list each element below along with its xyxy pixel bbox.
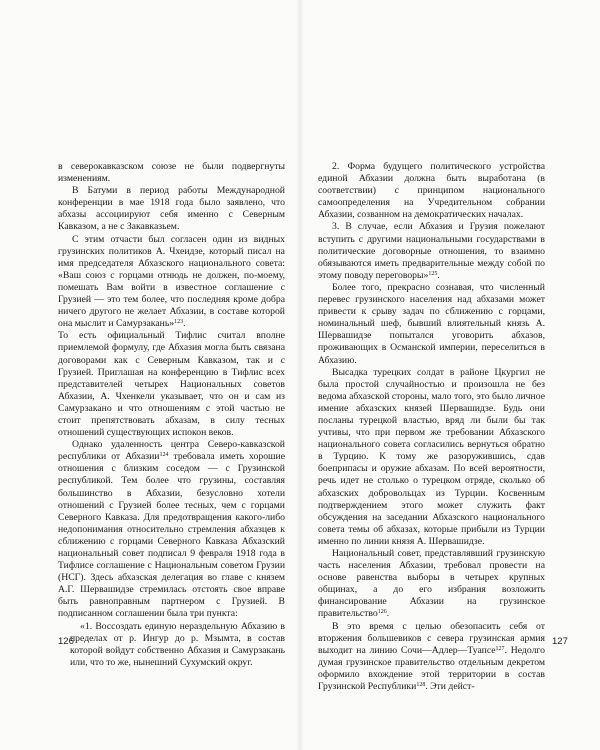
right-page-text bbox=[318, 161, 545, 693]
paragraph: В это время с целью обезопасить себя от вторжения большевиков с севера грузинская армия выходит на линию Сочи—Адлер—Туапсе$^{127}$. Недолго думая грузинское правительство отдельным декретом оформило вхождение этой территории в состав Грузинской Республики$^{128}$. Эти дейст- bbox=[318, 620, 545, 693]
paragraph: Национальный совет, представлявший грузинскую часть населения Абхазии, требовал провести на основе равенства выборы в четырех крупных общинах, а до его избрания возложить финансирование Абхазии на грузинское правительство$^{126}$. bbox=[318, 548, 545, 620]
footnote-ref: 125 bbox=[428, 270, 438, 277]
left-page-text bbox=[58, 161, 285, 669]
footnote-ref: 128 bbox=[416, 682, 426, 689]
paragraph: 3. В случае, если Абхазия и Грузия пожелают вступить с другими национальными государствами в политические договорные отношения, то взаимно обязываются иметь предварительные между собой по этому поводу переговоры»$^{125}$. bbox=[318, 221, 545, 281]
footnote-ref: 124 bbox=[159, 452, 169, 459]
paragraph: То есть официальный Тифлис считал вполне приемлемой формулу, где Абхазия могла быть связана договорами как с Северным Кавказом, так и с Грузией. Приглашая на конференцию в Тифлис всех представителей четырех Национальных советов Абхазии, А. Чхенкели указывает, что он и сам из Самурзакано и что отношениям с этой частью не стоит препятствовать абхазам, в силу тесных отношений существующих испокон веков. bbox=[58, 330, 285, 439]
page-number: 126 bbox=[58, 636, 74, 647]
page-number: 127 bbox=[552, 636, 568, 647]
paragraph: В Батуми в период работы Международной конференции в мае 1918 года было заявлено, что абхазы ассоциируют себя именно с Северным Кавказом, а не с Закавказьем. bbox=[58, 185, 285, 233]
paragraph: 2. Форма будущего политического устройства единой Абхазии должна быть выработана (в соответствии) с принципом национального самоопределения на Учредительном собрании Абхазии, созванном на демократических началах. bbox=[318, 161, 545, 221]
paragraph: Высадка турецких солдат в районе Цкургил не была простой случайностью и произошла не без ведома абхазской стороны, мало того, это было личное имение абхазских князей Шервашидзе. Будь они посланы турецкой властью, вряд ли были бы так учтивы, что при первом же требовании Абхазского национального совета согласились вернуться обратно в Турцию. К тому же разоружившись, сдав боеприпасы и оружие абхазам. По всей вероятности, речь идет не столько о турецком отряде, сколько об абхазских добровольцах из Турции. Косвенным подтверждением этого может служить факт обсуждения на заседании Абхазского национального совета темы об абхазах, которые прибыли из Турции именно по линии князя А. Шервашидзе. bbox=[318, 366, 545, 547]
paragraph: Однако удаленность центра Северо-кавказской республики от Абхазии$^{124}$ требовала иметь хорошие отношения с близким соседом — с Грузинской республикой. Тем более что грузины, составляя большинство в Абхазии, безусловно хотели отношений с Грузией более тесных, чем с горцами Северного Кавказа. Для предотвращения какого-либо недопонимания относительно стремления абхазцев к сближению с горцами Северного Кавказа Абхазский национальный совет подписал 9 февраля 1918 года в Тифлисе соглашение с Национальным советом Грузии (НСГ). Здесь абхазская делегация во главе с князем А.Г. Шервашидзе стремилась отстоять свое вправе быть равноправным партнером с Грузией. В подписанном соглашении была три пункта: bbox=[58, 439, 286, 620]
paragraph: в северокавказском союзе не были подвергнуты изменениям. bbox=[58, 161, 285, 185]
paragraph: «1. Воссоздать единую нераздельную Абхазию в пределах от р. Ингур до р. Мзымта, в состав которой войдут собственно Абхазия и Самурзакань или, что то же, нынешний Сухумский округ. bbox=[70, 620, 285, 668]
footnote-ref: 127 bbox=[495, 645, 505, 652]
footnote-ref: 126 bbox=[377, 609, 387, 616]
paragraph: С этим отчасти был согласен один из видных грузинских политиков А. Чхеидзе, который писал на имя председателя Абхазского национального совета: «Ваш союз с горцами отнюдь не должен, по-моему, помешать Вам войти в известное соглашение с Грузией — это тем более, что последняя кроме добра ничего другого не желает Абхазии, в составе которой она мыслит и Самурзакань»$^{123}$. bbox=[58, 233, 285, 330]
footnote-ref: 123 bbox=[174, 319, 184, 326]
paragraph: Более того, прекрасно сознавая, что численный перевес грузинского населения над абхазами может привести к срыву задач по сближению с горцами, номинальный шеф, бывший влиятельный князь А. Шервашидзе попытался уговорить абхазов, проживающих в Османской империи, переселиться в Абхазию. bbox=[318, 281, 545, 366]
right-page bbox=[300, 0, 600, 750]
